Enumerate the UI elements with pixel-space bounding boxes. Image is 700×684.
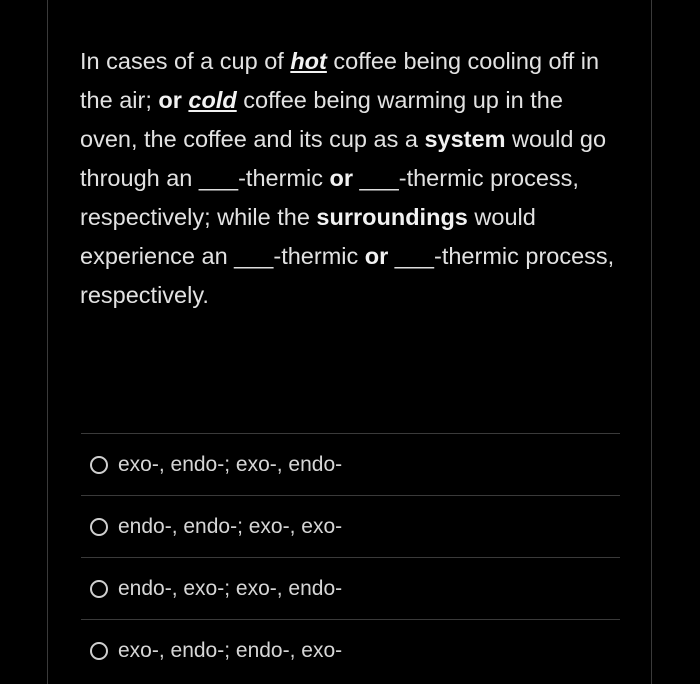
emphasis-cold: cold <box>188 87 237 113</box>
answer-option-label: exo-, endo-; endo-, exo- <box>118 638 343 662</box>
emphasis-or: or <box>329 165 354 191</box>
answer-option-label: endo-, endo-; exo-, exo- <box>118 514 343 538</box>
emphasis-hot: hot <box>290 48 327 74</box>
question-segment: ___-thermic process, respectively. <box>80 243 615 308</box>
radio-button-icon[interactable] <box>90 642 108 660</box>
radio-button-icon[interactable] <box>90 518 108 536</box>
answer-option-label: endo-, exo-; exo-, endo- <box>118 576 343 600</box>
question-segment: ___-thermic process, respectively; while the <box>80 165 579 230</box>
question-segment: coffee being warming up in the oven, the coffee and its cup as a <box>80 87 563 152</box>
answer-option-2[interactable] <box>81 495 620 557</box>
answer-option-3[interactable] <box>81 557 620 619</box>
question-segment: would experience an ___-thermic <box>80 204 536 269</box>
answer-option-label: exo-, endo-; exo-, endo- <box>118 452 343 476</box>
question-segment: coffee being cooling off in the air; <box>80 48 600 113</box>
question-text <box>80 42 625 315</box>
emphasis-surroundings: surroundings <box>316 204 468 230</box>
answer-option-1[interactable] <box>81 433 620 495</box>
answer-option-4[interactable] <box>81 619 620 681</box>
answer-options <box>81 433 620 681</box>
radio-button-icon[interactable] <box>90 580 108 598</box>
question-segment: would go through an ___-thermic <box>80 126 607 191</box>
question-segment: In cases of a cup of <box>80 48 291 74</box>
emphasis-system: system <box>424 126 506 152</box>
emphasis-or: or <box>158 87 182 113</box>
radio-button-icon[interactable] <box>90 456 108 474</box>
emphasis-or: or <box>364 243 389 269</box>
